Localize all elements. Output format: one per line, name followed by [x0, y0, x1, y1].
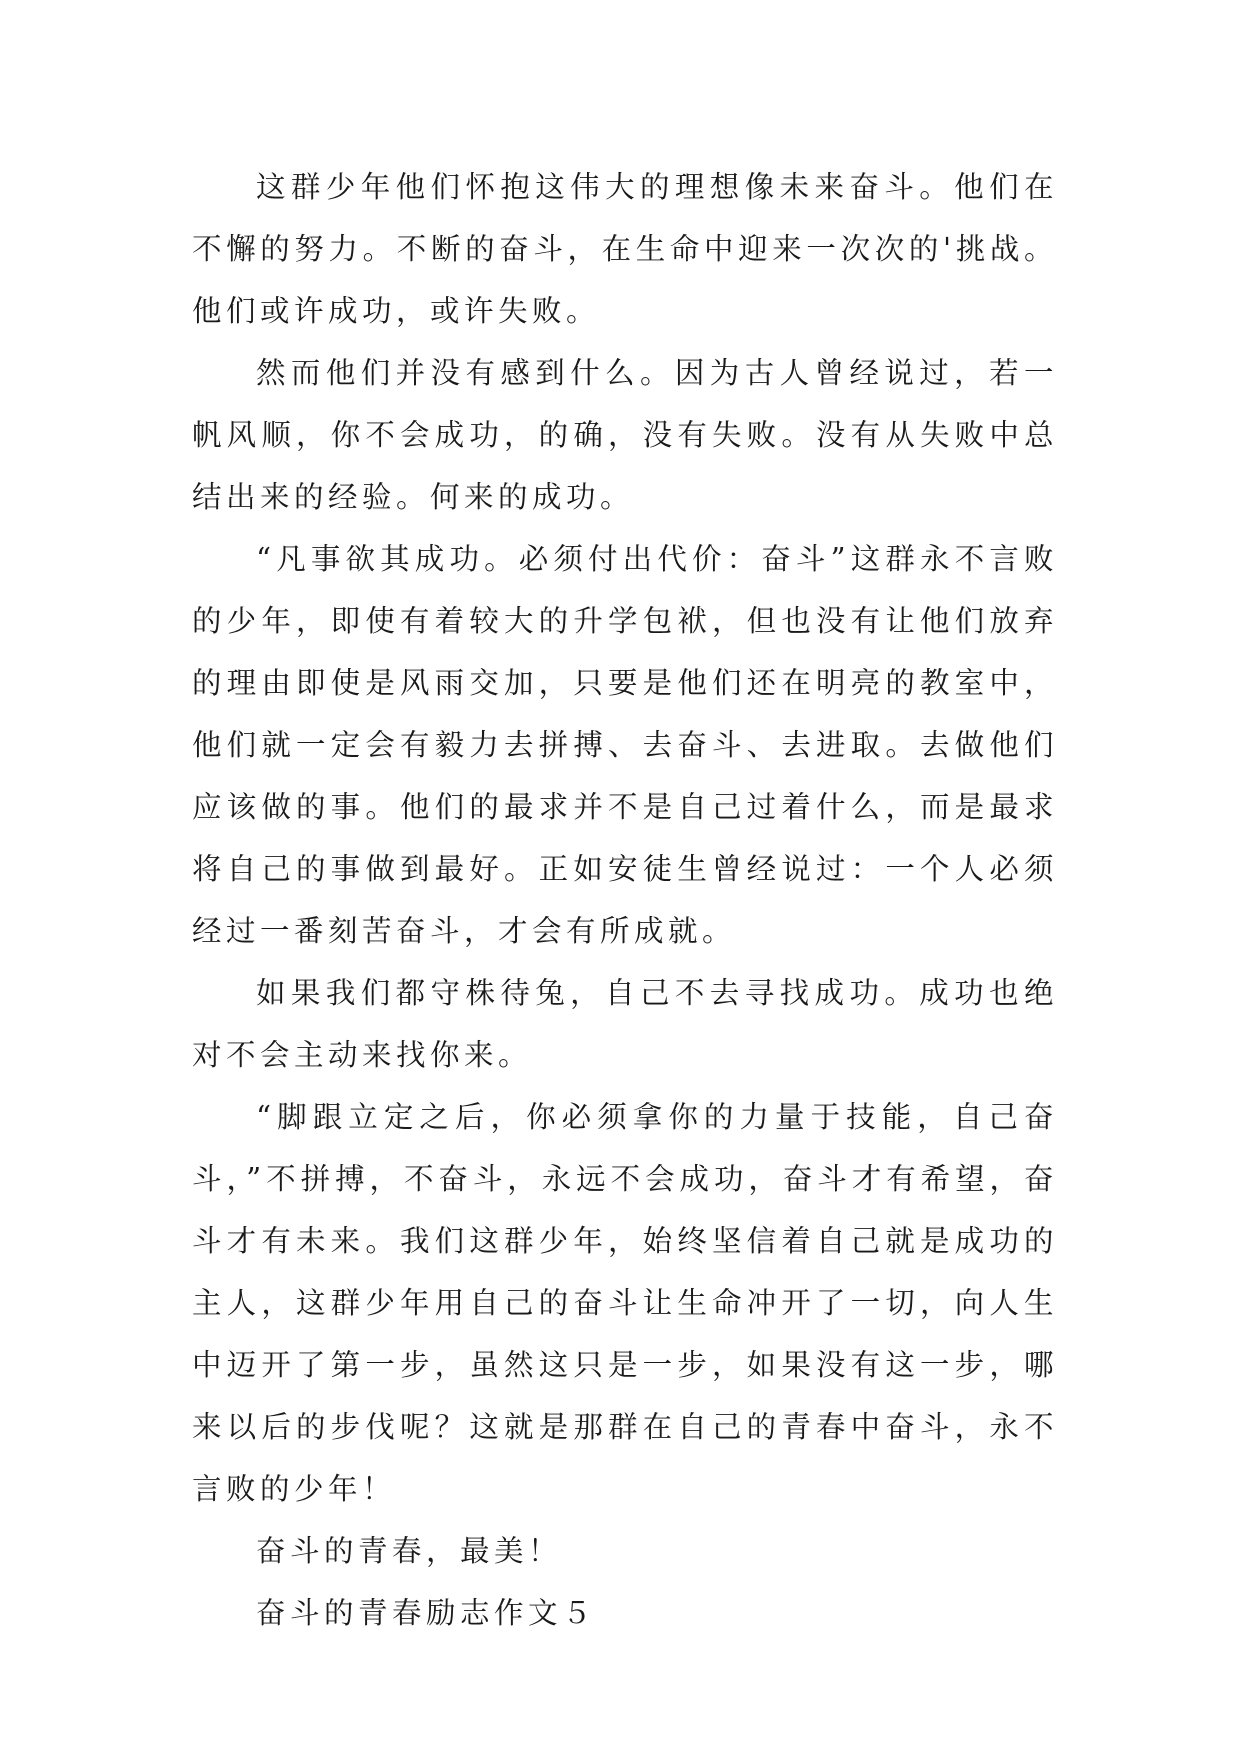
paragraph-2: 然而他们并没有感到什么。因为古人曾经说过，若一帆风顺，你不会成功，的确，没有失败。没有从失败中总结出来的经验。何来的成功。: [192, 356, 1058, 514]
paragraph-6: 奋斗的青春，最美！: [256, 1534, 563, 1568]
paragraph-3: “凡事欲其成功。必须付出代价：奋斗”这群永不言败的少年，即使有着较大的升学包袱，但也没有让他们放弃的理由即使是风雨交加，只要是他们还在明亮的教室中，他们就一定会有毅力去拼搏、去奋斗、去进取。去做他们应该做的事。他们的最求并不是自己过着什么，而是最求将自己的事做到最好。正如安徒生曾经说过：一个人必须经过一番刻苦奋斗，才会有所成就。: [192, 542, 1058, 948]
section-heading: 奋斗的青春励志作文５: [256, 1596, 597, 1630]
paragraph-1: 这群少年他们怀抱这伟大的理想像未来奋斗。他们在不懈的努力。不断的奋斗，在生命中迎来一次次的'挑战。他们或许成功，或许失败。: [192, 170, 1058, 328]
paragraph-4: 如果我们都守株待兔，自己不去寻找成功。成功也绝对不会主动来找你来。: [192, 976, 1058, 1072]
document-body: [192, 156, 1058, 1644]
paragraph-5: “脚跟立定之后，你必须拿你的力量于技能，自己奋斗，”不拼搏，不奋斗，永远不会成功，奋斗才有希望，奋斗才有未来。我们这群少年，始终坚信着自己就是成功的主人，这群少年用自己的奋斗让生命冲开了一切，向人生中迈开了第一步，虽然这只是一步，如果没有这一步，哪来以后的步伐呢？这就是那群在自己的青春中奋斗，永不言败的少年！: [192, 1100, 1058, 1506]
